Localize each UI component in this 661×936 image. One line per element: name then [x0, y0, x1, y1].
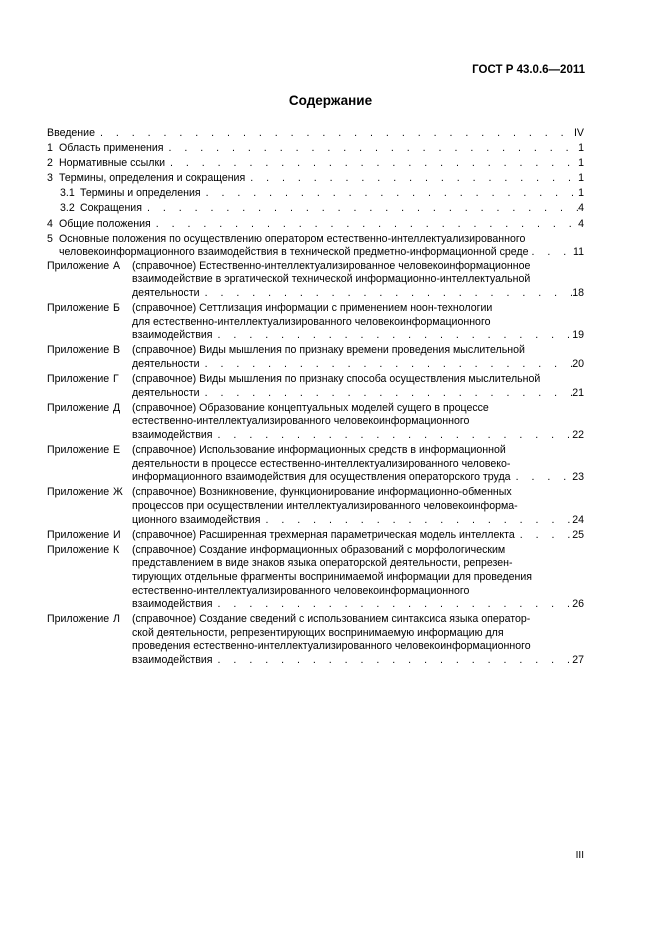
toc-entry-text: (справочное) Создание сведений с использованием синтаксиса языка оператор- — [132, 613, 531, 626]
toc-entry-section-3-1[interactable] — [47, 187, 584, 201]
appendix-label — [47, 444, 132, 485]
toc-entry-text: естественно-интеллектуализированного человекоинформационного — [132, 415, 470, 428]
toc-entry-appendix-d[interactable] — [47, 402, 584, 443]
toc-entry-text: деятельности — [132, 386, 200, 399]
toc-entry-text: деятельности — [132, 358, 200, 370]
toc-page-number: 27 — [572, 653, 584, 666]
appendix-label — [47, 486, 132, 527]
toc-entry-appendix-i[interactable] — [47, 529, 584, 543]
toc-page-number: 25 — [572, 528, 584, 541]
toc-page-number: 1 — [578, 172, 584, 185]
dot-leader — [213, 654, 573, 668]
dot-leader — [200, 287, 573, 301]
appendix-label — [47, 373, 132, 400]
dot-leader — [213, 598, 573, 612]
toc-entry-text: естественно-интеллектуализированного человекоинформационного — [132, 584, 470, 597]
toc-entry-text: (справочное) Создание информационных образований с морфологическим — [132, 543, 506, 556]
toc-page-number: 4 — [578, 217, 584, 230]
toc-entry-text: взаимодействия — [132, 329, 213, 342]
toc-entry-text: взаимодействия — [132, 428, 213, 441]
appendix-label — [47, 402, 132, 443]
toc-entry-section-2[interactable] — [47, 157, 584, 171]
toc-entry-text: Сокращения — [80, 202, 142, 215]
toc-entry-appendix-l[interactable] — [47, 613, 584, 667]
toc-entry-text: Термины, определения и сокращения — [59, 172, 246, 185]
toc-entry-section-3[interactable] — [47, 172, 584, 186]
toc-entry-text: Основные положения по осуществлению оператором естественно-интеллектуализированного — [59, 232, 526, 245]
dot-leader — [245, 172, 578, 186]
dot-leader — [151, 218, 578, 232]
toc-section-number: 3.1 — [60, 187, 75, 200]
toc-entry-text: (справочное) Естественно-интеллектуализированное человекоинформационное — [132, 259, 531, 272]
toc-entry-text: Введение — [47, 127, 95, 139]
appendix-label — [47, 544, 132, 612]
toc-entry-text: (справочное) Образование концептуальных моделей сущего в процессе — [132, 401, 489, 414]
toc-entry-appendix-zh[interactable] — [47, 486, 584, 527]
toc-page-number: 22 — [572, 428, 584, 441]
dot-leader — [213, 329, 573, 343]
toc-entry-text: представлением в виде знаков языка операторской деятельности, репрезен- — [132, 557, 513, 570]
appendix-letter: И — [113, 528, 121, 541]
toc-page-number: 19 — [572, 329, 584, 342]
toc-entry-text: информационного взаимодействия для осуществления операторского труда — [132, 471, 511, 484]
toc-entry-appendix-g[interactable] — [47, 373, 584, 400]
appendix-word: Приложение — [47, 486, 110, 499]
appendix-letter: Л — [113, 613, 120, 626]
toc-page-number: IV — [573, 127, 584, 139]
toc-entry-text: (справочное) Расширенная трехмерная параметрическая модель интеллекта — [132, 528, 515, 541]
dot-leader — [201, 187, 578, 201]
toc-entry-section-1[interactable] — [47, 142, 584, 156]
page-number: III — [575, 850, 584, 861]
toc-entry-appendix-e[interactable] — [47, 444, 584, 485]
appendix-list — [47, 260, 584, 668]
toc-entry-text: (справочное) Использование информационных средств в информационной — [132, 444, 506, 457]
page-title: Содержание — [288, 93, 373, 108]
appendix-word: Приложение — [47, 444, 110, 457]
dot-leader — [511, 471, 573, 485]
toc-entry-text: Термины и определения — [80, 187, 201, 200]
toc-entry-intro[interactable] — [47, 127, 584, 141]
dot-leader — [260, 514, 572, 528]
dot-leader — [95, 127, 574, 141]
dot-leader — [165, 157, 578, 171]
toc-entry-text: (справочное) Виды мышления по признаку способа осуществления мыслительной — [132, 373, 541, 386]
toc-entry-text: ской деятельности, репрезентирующих воспринимаемую информацию для — [132, 626, 504, 639]
toc-section-number: 3.2 — [60, 202, 75, 215]
toc-entry-text: Область применения — [59, 142, 164, 155]
appendix-word: Приложение — [47, 543, 110, 556]
toc-section-number: 4 — [47, 217, 53, 230]
toc-entry-text: человекоинформационного взаимодействия в технической предметно-информационной среде — [59, 246, 529, 259]
toc-page-number: 26 — [572, 598, 584, 611]
toc-section-number: 3 — [47, 172, 53, 185]
dot-leader — [163, 142, 578, 156]
appendix-letter: К — [113, 543, 120, 556]
toc-entry-text: проведения естественно-интеллектуализированного человекоинформационного — [132, 640, 531, 653]
toc-entry-text: взаимодействия — [132, 598, 213, 611]
appendix-letter: В — [113, 344, 121, 357]
appendix-word: Приложение — [47, 259, 110, 272]
toc-page-number: 18 — [572, 287, 584, 300]
toc-page-number: 23 — [572, 471, 584, 484]
toc-entry-text: процессов при осуществлении интеллектуализированного человекоинформа- — [132, 499, 518, 512]
toc-entry-text: Нормативные ссылки — [59, 157, 166, 170]
toc-page-number: 1 — [578, 157, 584, 170]
toc-section-number: 1 — [47, 142, 53, 155]
appendix-word: Приложение — [47, 528, 110, 541]
appendix-word: Приложение — [47, 613, 110, 626]
dot-leader — [200, 358, 573, 372]
toc-entry-text: деятельности — [132, 287, 200, 300]
dot-leader — [515, 529, 572, 543]
toc-entry-text: (справочное) Сеттлизация информации с применением ноон-технологии — [132, 302, 493, 315]
toc-entry-text: тирующих отдельные фрагменты воспринимаемой информации для проведения — [132, 570, 533, 583]
toc-section-number: 2 — [47, 157, 53, 170]
appendix-letter: Г — [113, 373, 119, 386]
toc-entry-text: Общие положения — [59, 217, 151, 230]
toc-section-number: 5 — [47, 232, 53, 245]
appendix-label — [47, 344, 132, 371]
appendix-word: Приложение — [47, 344, 110, 357]
toc-entry-appendix-v[interactable] — [47, 344, 584, 371]
toc-entry-section-3-2[interactable] — [47, 202, 584, 216]
toc-page-number: 4 — [578, 202, 584, 215]
dot-leader — [200, 387, 573, 401]
appendix-letter: Е — [113, 444, 121, 457]
appendix-letter: Ж — [113, 486, 123, 499]
dot-leader — [529, 246, 573, 260]
appendix-word: Приложение — [47, 302, 110, 315]
appendix-word: Приложение — [47, 373, 110, 386]
appendix-word: Приложение — [47, 401, 110, 414]
toc-entry-text: ционного взаимодействия — [132, 513, 261, 526]
toc-entry-appendix-a[interactable] — [47, 260, 584, 301]
toc-entry-appendix-k[interactable] — [47, 544, 584, 612]
toc-entry-text: для естественно-интеллектуализированного человекоинформационного — [132, 315, 491, 328]
toc-entry-text: взаимодействия — [132, 653, 213, 666]
toc-page-number: 11 — [573, 246, 584, 259]
appendix-letter: Д — [113, 401, 121, 414]
toc-entry-text: взаимодействие в эргатической технической информационно-интеллектуальной — [132, 273, 531, 286]
toc-page-number: 21 — [572, 386, 584, 399]
appendix-label — [47, 260, 132, 301]
document-standard-number: ГОСТ Р 43.0.6—2011 — [472, 64, 585, 76]
appendix-letter: Б — [113, 302, 120, 315]
appendix-label — [47, 302, 132, 343]
toc-entry-section-5[interactable] — [47, 233, 584, 260]
toc-entry-text: (справочное) Виды мышления по признаку времени проведения мыслительной — [132, 344, 525, 357]
toc-entry-appendix-b[interactable] — [47, 302, 584, 343]
appendix-letter: А — [113, 259, 121, 272]
toc-page-number: 24 — [572, 513, 584, 526]
dot-leader — [142, 202, 578, 216]
toc-entry-section-4[interactable] — [47, 218, 584, 232]
toc-page-number: 20 — [572, 358, 584, 370]
toc-page-number: 1 — [578, 187, 584, 200]
table-of-contents — [47, 127, 584, 668]
appendix-label — [47, 529, 132, 543]
toc-entry-text: (справочное) Возникновение, функционирование информационно-обменных — [132, 486, 512, 499]
toc-page-number: 1 — [578, 142, 584, 155]
appendix-label — [47, 613, 132, 667]
dot-leader — [213, 429, 573, 443]
toc-entry-text: деятельности в процессе естественно-интеллектуализированного человеко- — [132, 457, 511, 470]
